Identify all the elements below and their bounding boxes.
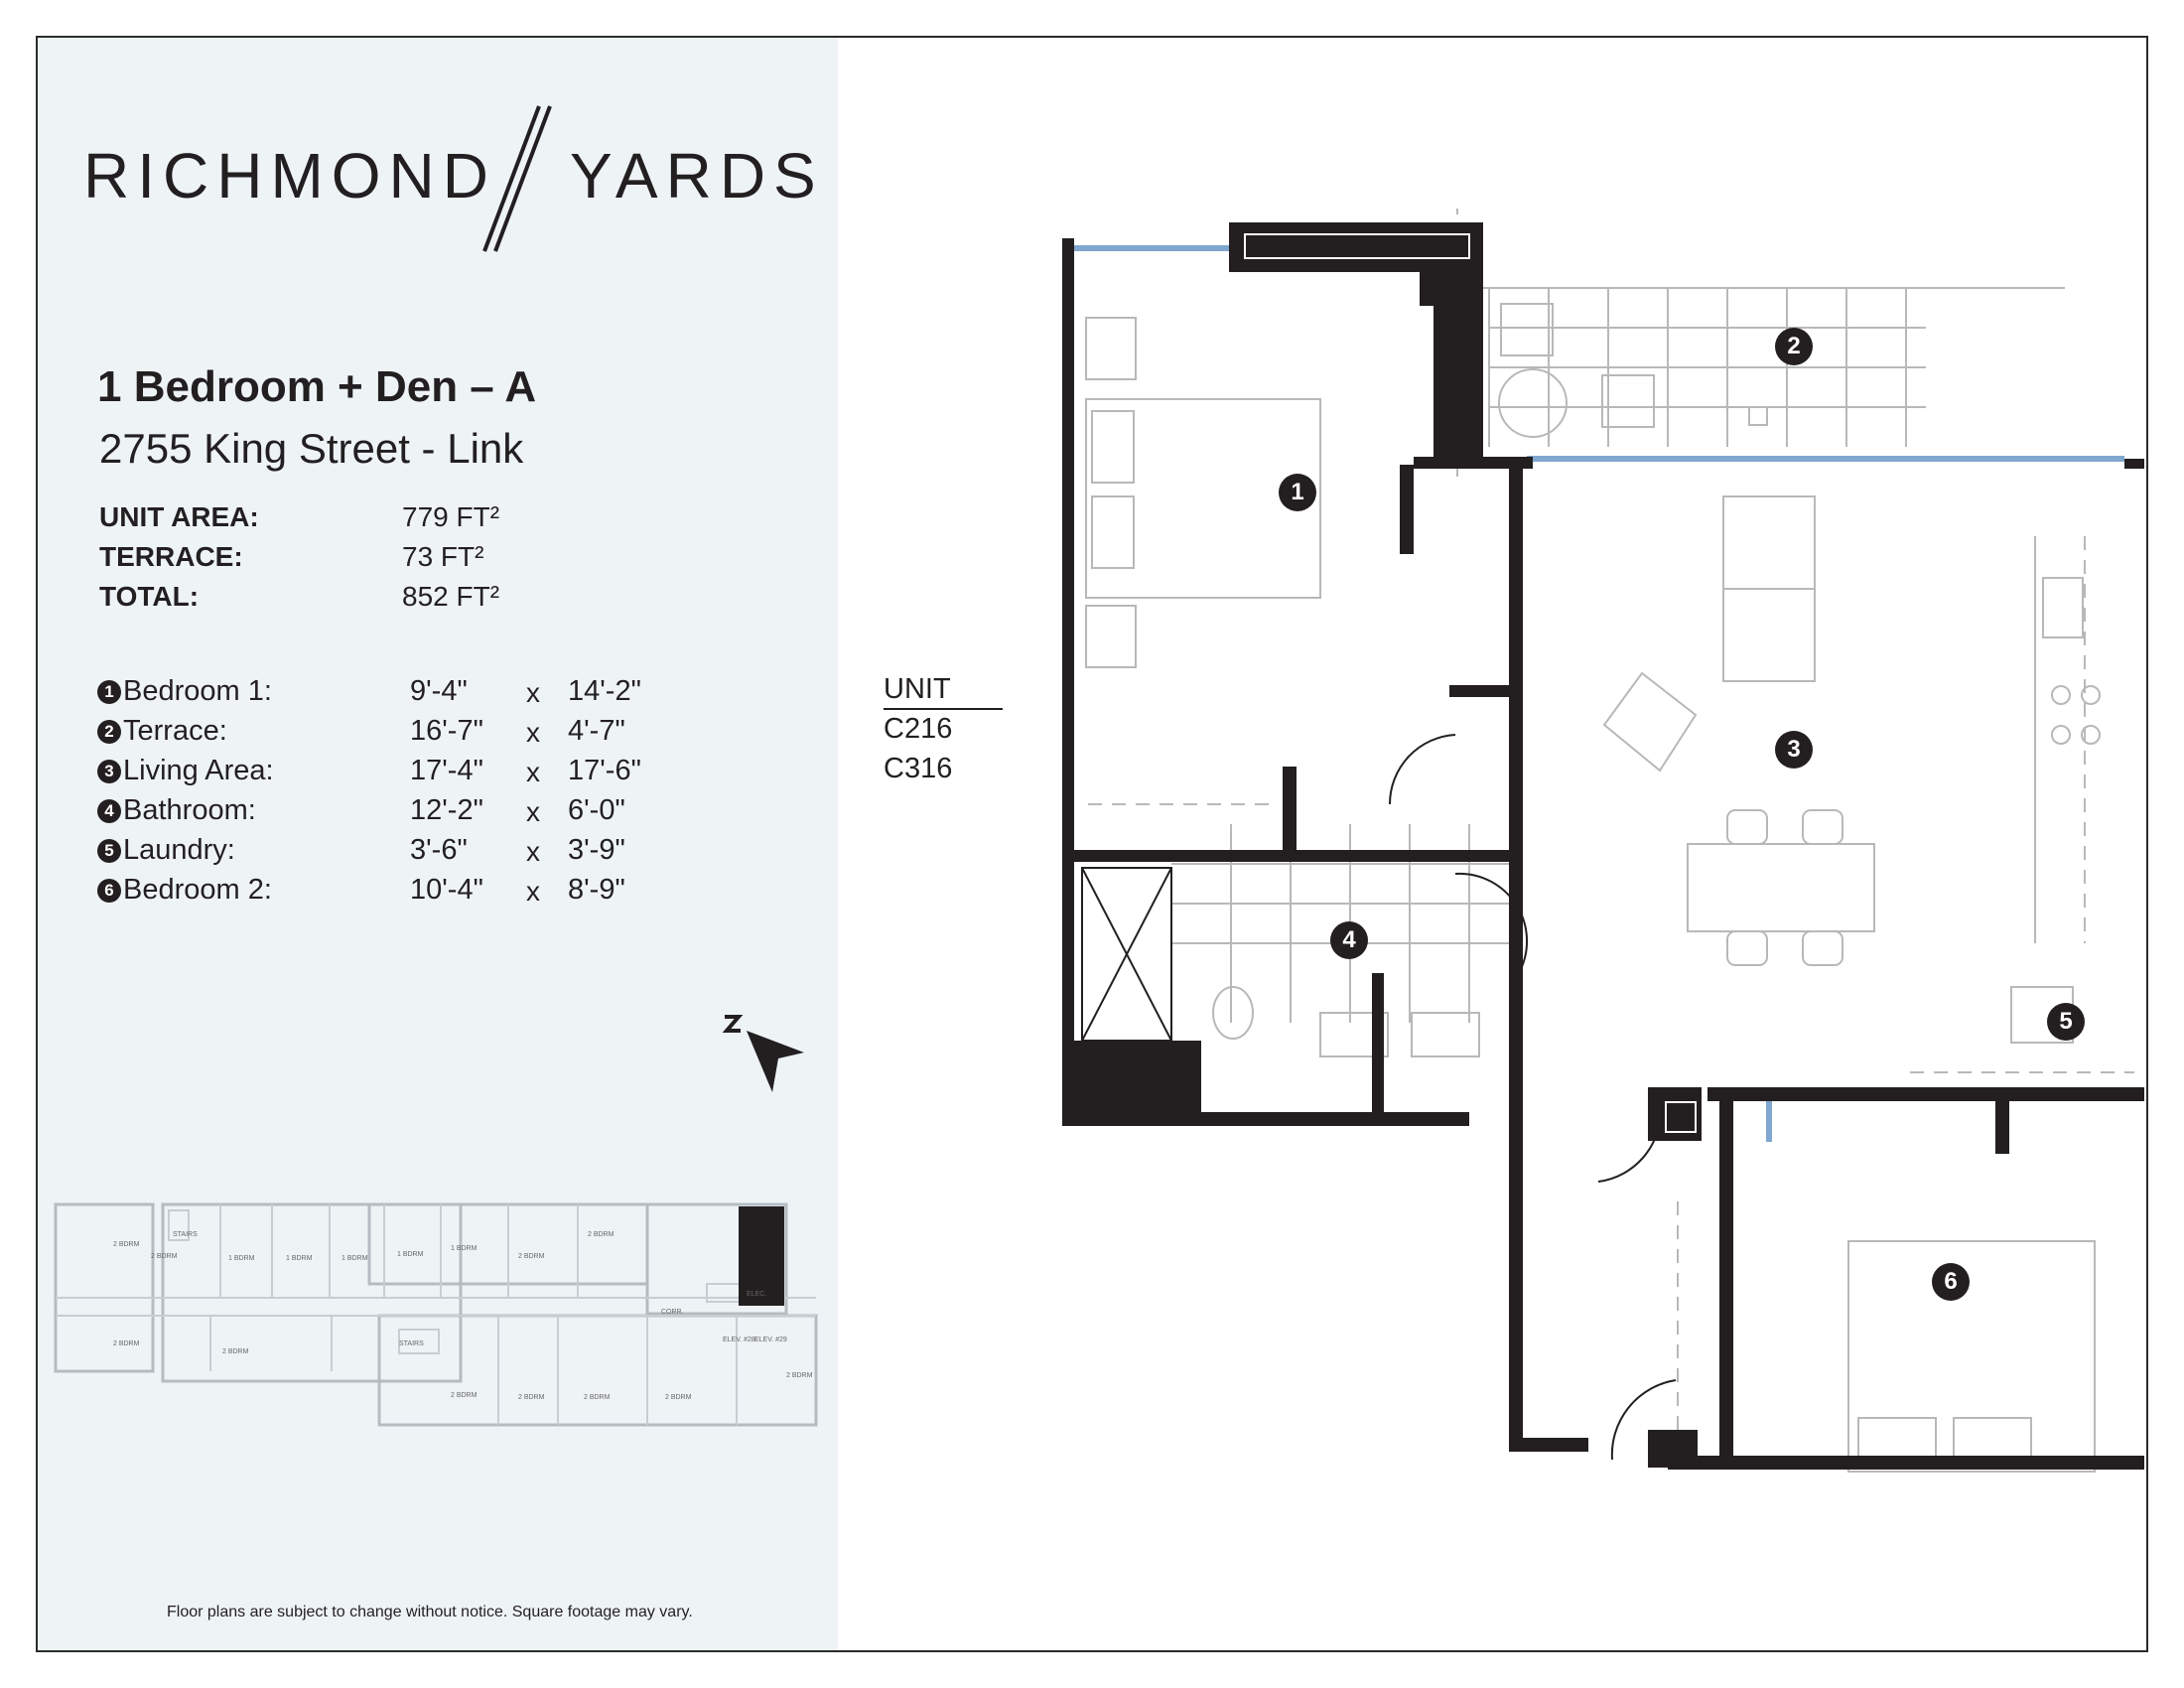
room-width: 12'-2" [410,794,483,826]
room-number-badge: 6 [97,879,121,903]
area-label: TERRACE: [99,541,243,572]
key-label: ELEV. #29 [754,1336,787,1343]
key-label: STAIRS [399,1340,424,1347]
room-number-badge: 3 [97,760,121,783]
key-label: 2 BDRM [518,1253,545,1260]
room-length: 8'-9" [568,874,625,906]
key-label: 2 BDRM [588,1231,614,1238]
room-number-badge: 5 [97,839,121,863]
unit-heading: UNIT [884,673,1003,710]
toilet [1213,987,1253,1039]
unit-address: 2755 King Street - Link [99,425,524,472]
room-badge-laundry: 5 [2047,1003,2085,1041]
key-label: 2 BDRM [451,1392,478,1399]
key-label: 1 BDRM [397,1251,424,1258]
room-row [97,755,274,790]
room-width: 3'-6" [410,834,468,866]
terrace-chair [1501,304,1553,355]
room-name: Terrace: [123,715,227,747]
kitchen-sink [2043,578,2083,637]
room-name: Bedroom 2: [123,874,272,906]
furniture-layer [1086,209,2134,1472]
room-row [97,874,272,910]
brand-right: YARDS [569,140,824,211]
key-label: ELEC. [747,1291,767,1298]
room-number-badge: 1 [97,680,121,704]
key-label: 1 BDRM [228,1255,255,1262]
brand-left: RICHMOND [83,140,496,211]
room-length: 17'-6" [568,755,641,786]
armchair [1604,673,1696,771]
door-swings [1390,735,1676,1460]
room-x: x [526,717,540,748]
terrace-tiles [1430,288,2065,447]
room-width: 9'-4" [410,675,468,707]
key-label: STAIRS [173,1231,198,1238]
area-label: UNIT AREA: [99,501,259,532]
room-width: 16'-7" [410,715,483,747]
key-label: 1 BDRM [451,1245,478,1252]
key-label: 2 BDRM [786,1372,813,1379]
area-value: 779 FT² [402,501,500,532]
brand-logo [83,139,824,212]
key-label: 2 BDRM [113,1241,140,1248]
terrace-drain [1749,407,1767,425]
terrace-table [1499,369,1567,437]
unit-title: 1 Bedroom + Den – A [97,362,537,411]
key-label: CORR. [661,1309,684,1316]
room-name: Bathroom: [123,794,256,826]
room-badge-bedroom-2: 6 [1932,1263,1970,1301]
room-x: x [526,677,540,708]
floor-plan [1052,209,2144,1519]
room-number-badge: 4 [97,799,121,823]
room-x: x [526,757,540,787]
room-length: 3'-9" [568,834,625,866]
key-label: 1 BDRM [286,1255,313,1262]
room-row [97,715,227,751]
room-width: 10'-4" [410,874,483,906]
north-arrow-icon [717,1009,812,1100]
terrace-chair [1602,375,1654,427]
area-value: 852 FT² [402,581,500,612]
key-label: 2 BDRM [222,1348,249,1355]
room-x: x [526,836,540,867]
key-plan [52,1196,828,1445]
key-label: 2 BDRM [665,1394,692,1401]
room-badge-bathroom: 4 [1330,921,1368,959]
area-label: TOTAL: [99,581,200,612]
disclaimer: Floor plans are subject to change without notice. Square footage may vary. [167,1604,693,1620]
room-name: Laundry: [123,834,235,866]
windows [1070,248,2124,1142]
key-label: 1 BDRM [341,1255,368,1262]
room-x: x [526,876,540,907]
area-value: 73 FT² [402,541,484,572]
bed-2 [1848,1241,2095,1472]
shower [1082,868,1171,1041]
room-x: x [526,796,540,827]
room-row [97,675,272,711]
room-number-badge: 2 [97,720,121,744]
key-label: ELEV. #28 [723,1336,755,1343]
room-row [97,794,256,830]
room-badge-bedroom-1: 1 [1279,474,1316,511]
logo-slash-mark [477,104,556,253]
room-name: Living Area: [123,755,274,786]
unit-number: C316 [884,753,953,784]
key-label: 2 BDRM [151,1253,178,1260]
room-length: 14'-2" [568,675,641,707]
room-length: 4'-7" [568,715,625,747]
key-label: 2 BDRM [518,1394,545,1401]
dining-table [1688,844,1874,931]
key-label: 2 BDRM [584,1394,611,1401]
room-badge-living: 3 [1775,731,1813,769]
key-label: 2 BDRM [113,1340,140,1347]
room-length: 6'-0" [568,794,625,826]
room-row [97,834,235,870]
unit-number: C216 [884,713,953,745]
room-badge-terrace: 2 [1775,328,1813,365]
room-name: Bedroom 1: [123,675,272,707]
room-width: 17'-4" [410,755,483,786]
